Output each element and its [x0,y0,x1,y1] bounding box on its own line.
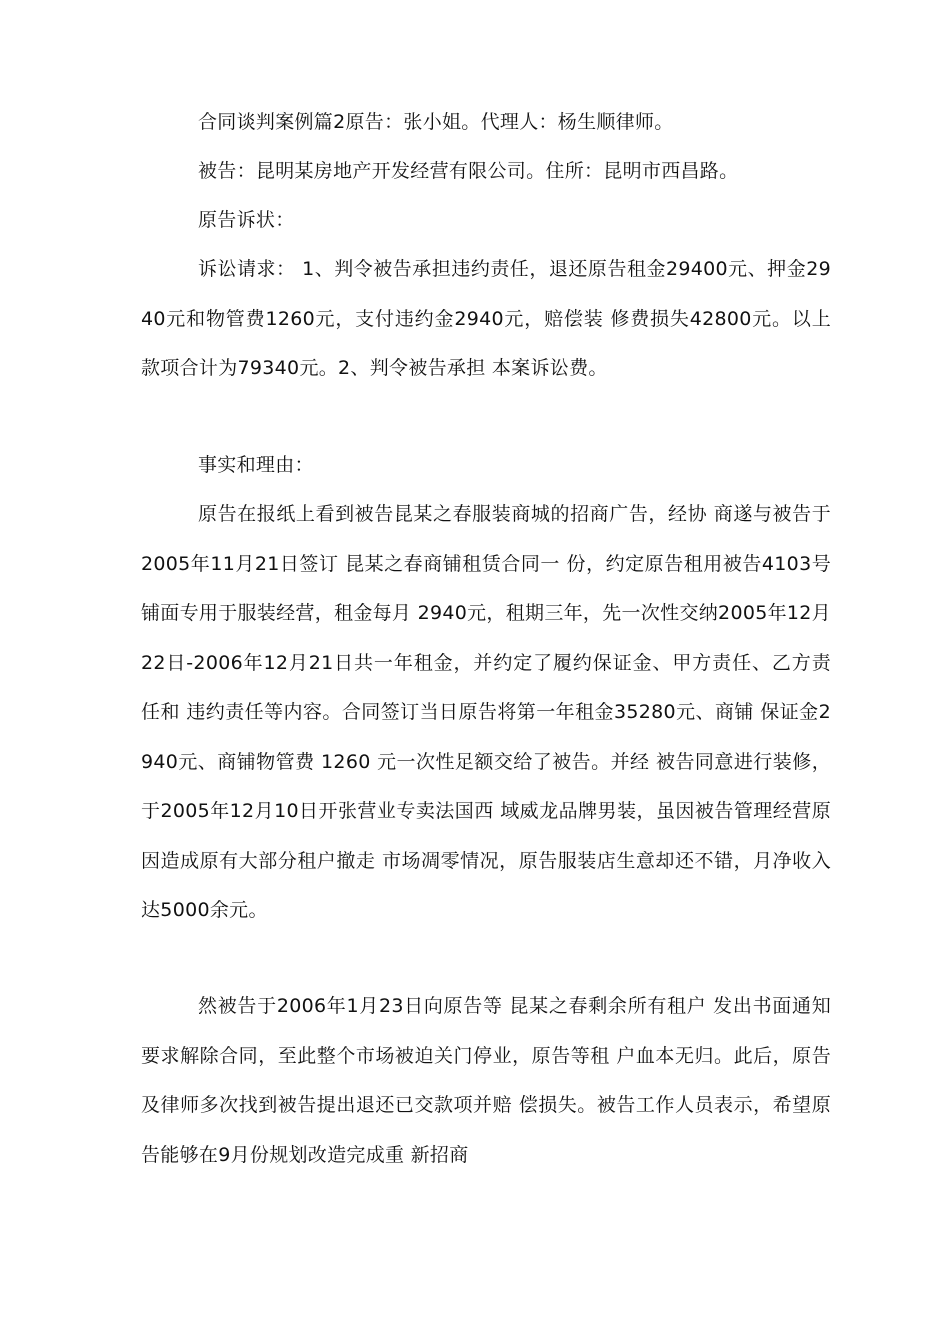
paragraph-facts: 原告在报纸上看到被告昆某之春服装商城的招商广告，经协 商遂与被告于2005年11月21日签订 昆某之春商铺租赁合同一 份，约定原告租用被告4103号铺面专用于服装经营，租金每月 2940元，租期三年，先一次性交纳2005年12月22日-2006年12月21日共一年租金，并约定了履约保证金、甲方责任、乙方责任和 违约责任等内容。合同签订当日原告将第一年租金35280元、商铺 保证金2940元、商铺物管费 1260 元一次性足额交给了被告。并经 被告同意进行装修，于2005年12月10日开张营业专卖法国西 域威龙品牌男装，虽因被告管理经营原因造成原有大部分租户撤走 市场凋零情况，原告服装店生意却还不错，月净收入达5000余元。 [141,503,831,921]
paragraph-facts-heading: 事实和理由： [198,454,314,476]
paragraph-defendant: 被告：昆明某房地产开发经营有限公司。住所：昆明市西昌路。 [198,160,739,182]
paragraph-claims: 诉讼请求： 1、判令被告承担违约责任，退还原告租金29400元、押金2940元和物管费1260元，支付违约金2940元，赔偿装 修费损失42800元。以上款项合计为79340元。2、判令被告承担 本案诉讼费。 [141,258,831,379]
paragraph-complaint-heading: 原告诉状： [198,209,295,231]
paragraph-termination: 然被告于2006年1月23日向原告等 昆某之春剩余所有租户 发出书面通知要求解除合同，至此整个市场被迫关门停业，原告等租 户血本无归。此后，原告及律师多次找到被告提出退还已交款项并赔 偿损失。被告工作人员表示，希望原告能够在9月份规划改造完成重 新招商 [141,995,831,1166]
paragraph-title: 合同谈判案例篇2原告：张小姐。代理人：杨生顺律师。 [198,111,674,133]
